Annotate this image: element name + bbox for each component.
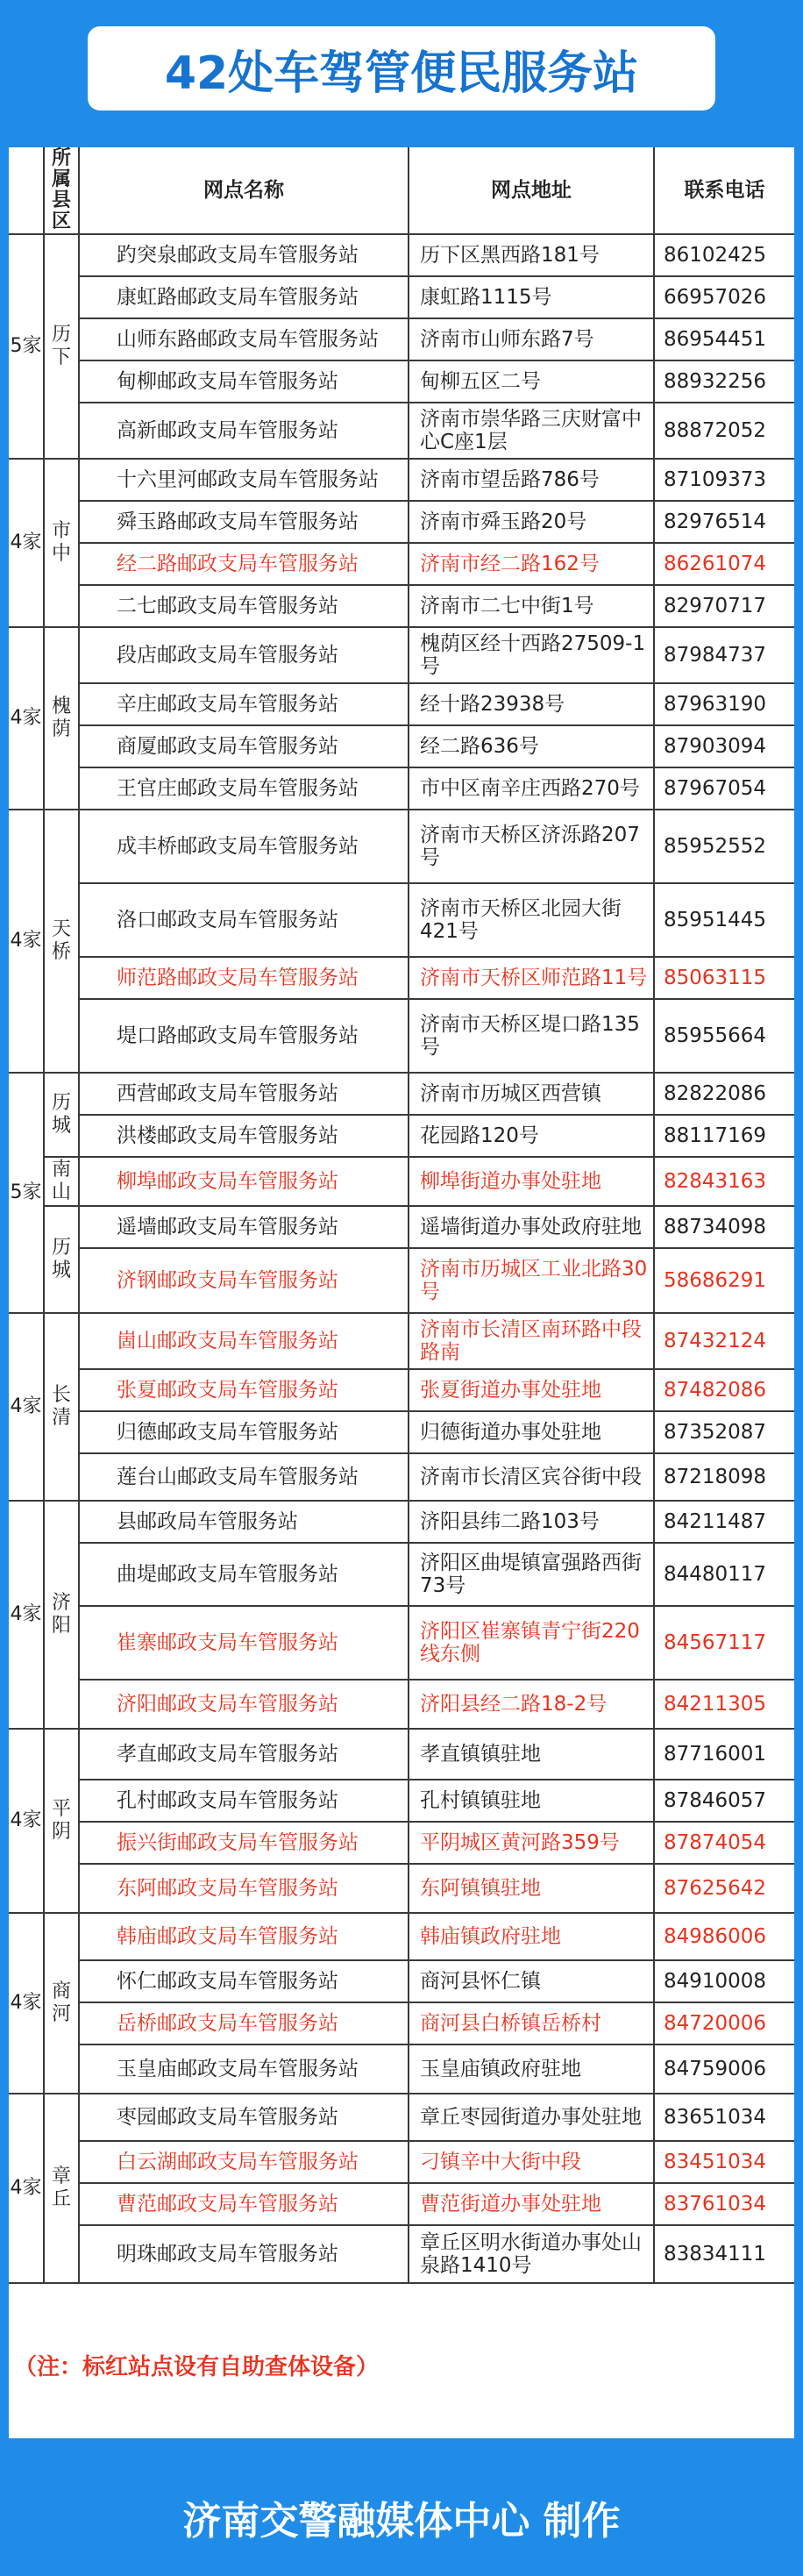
station-name: 济钢邮政支局车管服务站 <box>79 1248 409 1313</box>
table-row <box>9 2044 794 2094</box>
table-row <box>9 1913 794 1960</box>
station-address: 济南市天桥区济泺路207号 <box>409 810 654 883</box>
station-name: 西营邮政支局车管服务站 <box>79 1073 409 1115</box>
station-phone: 83761034 <box>654 2183 794 2225</box>
station-address: 槐荫区经十西路27509-1号 <box>409 627 654 683</box>
district-cell: 天桥 <box>44 810 79 1073</box>
station-name: 洛口邮政支局车管服务站 <box>79 883 409 957</box>
station-phone: 66957026 <box>654 276 794 318</box>
footnote: （注：标红站点设有自助查体设备） <box>14 2354 380 2380</box>
station-name: 甸柳邮政支局车管服务站 <box>79 360 409 403</box>
station-phone: 58686291 <box>654 1248 794 1313</box>
district-cell: 平阴 <box>44 1729 79 1913</box>
table-row <box>9 957 794 999</box>
station-address: 孔村镇镇驻地 <box>409 1780 654 1822</box>
station-phone: 87967054 <box>654 767 794 810</box>
station-phone: 87109373 <box>654 459 794 501</box>
station-phone: 87625642 <box>654 1864 794 1913</box>
station-name: 岳桥邮政支局车管服务站 <box>79 2002 409 2044</box>
station-name: 成丰桥邮政支局车管服务站 <box>79 810 409 883</box>
station-phone: 87846057 <box>654 1780 794 1822</box>
table-row <box>9 1411 794 1453</box>
district-header: 所属县区 <box>44 147 79 234</box>
table-row <box>9 627 794 683</box>
table-row <box>9 1543 794 1606</box>
station-name: 师范路邮政支局车管服务站 <box>79 957 409 999</box>
table-row <box>9 1206 794 1248</box>
station-address: 平阴城区黄河路359号 <box>409 1822 654 1864</box>
station-phone: 88932256 <box>654 360 794 403</box>
station-name: 山师东路邮政支局车管服务站 <box>79 318 409 360</box>
station-address: 济南市经二路162号 <box>409 543 654 585</box>
station-phone: 88872052 <box>654 403 794 459</box>
table-row <box>9 318 794 360</box>
district-cell: 历下 <box>44 234 79 459</box>
station-address: 刁镇辛中大街中段 <box>409 2141 654 2183</box>
table-row <box>9 2225 794 2283</box>
station-name: 怀仁邮政支局车管服务站 <box>79 1960 409 2002</box>
station-phone: 85951445 <box>654 883 794 957</box>
station-name: 明珠邮政支局车管服务站 <box>79 2225 409 2283</box>
station-phone: 87984737 <box>654 627 794 683</box>
station-address: 济南市舜玉路20号 <box>409 501 654 543</box>
phone-header: 联系电话 <box>654 147 794 234</box>
district-cell: 长清 <box>44 1313 79 1501</box>
group-count: 5家 <box>9 234 44 459</box>
station-address: 商河县白桥镇岳桥村 <box>409 2002 654 2044</box>
station-name: 洪楼邮政支局车管服务站 <box>79 1115 409 1157</box>
station-address: 济阳县经二路18-2号 <box>409 1680 654 1729</box>
table-row <box>9 501 794 543</box>
station-phone: 83451034 <box>654 2141 794 2183</box>
district-cell: 济阳 <box>44 1501 79 1729</box>
station-phone: 85952552 <box>654 810 794 883</box>
table-row <box>9 234 794 276</box>
station-phone: 84986006 <box>654 1913 794 1960</box>
station-phone: 84759006 <box>654 2044 794 2094</box>
station-phone: 82822086 <box>654 1073 794 1115</box>
station-name: 县邮政局车管服务站 <box>79 1501 409 1543</box>
station-phone: 87716001 <box>654 1729 794 1780</box>
table-row <box>9 1780 794 1822</box>
station-name: 堤口路邮政支局车管服务站 <box>79 999 409 1073</box>
station-address: 韩庙镇政府驻地 <box>409 1913 654 1960</box>
station-phone: 85955664 <box>654 999 794 1073</box>
station-address: 经二路636号 <box>409 725 654 767</box>
station-name: 崮山邮政支局车管服务站 <box>79 1313 409 1369</box>
station-name: 玉皇庙邮政支局车管服务站 <box>79 2044 409 2094</box>
station-name: 孔村邮政支局车管服务站 <box>79 1780 409 1822</box>
group-count: 4家 <box>9 1501 44 1729</box>
table-row <box>9 767 794 810</box>
station-address: 东阿镇镇驻地 <box>409 1864 654 1913</box>
group-count: 4家 <box>9 459 44 627</box>
station-address: 济阳区曲堤镇富强路西街73号 <box>409 1543 654 1606</box>
table-row <box>9 810 794 883</box>
station-name: 曹范邮政支局车管服务站 <box>79 2183 409 2225</box>
district-cell: 市中 <box>44 459 79 627</box>
table-row <box>9 1729 794 1780</box>
station-name: 振兴街邮政支局车管服务站 <box>79 1822 409 1864</box>
table-row <box>9 543 794 585</box>
station-name: 舜玉路邮政支局车管服务站 <box>79 501 409 543</box>
station-phone: 84720006 <box>654 2002 794 2044</box>
table-row <box>9 360 794 403</box>
station-phone: 84567117 <box>654 1606 794 1680</box>
group-count: 4家 <box>9 810 44 1073</box>
station-address: 济南市历城区工业北路30号 <box>409 1248 654 1313</box>
station-name: 东阿邮政支局车管服务站 <box>79 1864 409 1913</box>
station-name: 段店邮政支局车管服务站 <box>79 627 409 683</box>
station-phone: 87218098 <box>654 1453 794 1501</box>
station-phone: 83834111 <box>654 2225 794 2283</box>
station-address: 济南市山师东路7号 <box>409 318 654 360</box>
station-phone: 84211305 <box>654 1680 794 1729</box>
station-name: 枣园邮政支局车管服务站 <box>79 2094 409 2141</box>
station-name: 二七邮政支局车管服务站 <box>79 585 409 627</box>
station-address: 经十路23938号 <box>409 683 654 725</box>
service-station-table <box>9 147 794 2284</box>
table-row <box>9 1073 794 1115</box>
district-cell: 槐荫 <box>44 627 79 810</box>
district-cell: 历城 <box>44 1206 79 1313</box>
district-cell: 南山 <box>44 1157 79 1206</box>
station-phone: 84480117 <box>654 1543 794 1606</box>
station-address: 柳埠街道办事处驻地 <box>409 1157 654 1206</box>
station-phone: 87352087 <box>654 1411 794 1453</box>
station-name: 商厦邮政支局车管服务站 <box>79 725 409 767</box>
station-address: 甸柳五区二号 <box>409 360 654 403</box>
station-phone: 87482086 <box>654 1369 794 1411</box>
station-phone: 86261074 <box>654 543 794 585</box>
service-station-sheet <box>9 147 794 2438</box>
station-name: 王官庄邮政支局车管服务站 <box>79 767 409 810</box>
station-phone: 87432124 <box>654 1313 794 1369</box>
district-cell: 章丘 <box>44 2094 79 2283</box>
table-row <box>9 1313 794 1369</box>
station-phone: 83651034 <box>654 2094 794 2141</box>
group-count: 4家 <box>9 2094 44 2283</box>
group-count: 4家 <box>9 1729 44 1913</box>
station-name: 孝直邮政支局车管服务站 <box>79 1729 409 1780</box>
station-phone: 82843163 <box>654 1157 794 1206</box>
station-name: 柳埠邮政支局车管服务站 <box>79 1157 409 1206</box>
station-name: 张夏邮政支局车管服务站 <box>79 1369 409 1411</box>
station-name: 白云湖邮政支局车管服务站 <box>79 2141 409 2183</box>
table-row <box>9 1248 794 1313</box>
station-address: 商河县怀仁镇 <box>409 1960 654 2002</box>
station-address: 济阳县纬二路103号 <box>409 1501 654 1543</box>
table-row <box>9 276 794 318</box>
district-cell: 历城 <box>44 1073 79 1157</box>
station-name: 莲台山邮政支局车管服务站 <box>79 1453 409 1501</box>
station-address: 济南市二七中街1号 <box>409 585 654 627</box>
address-header: 网点地址 <box>409 147 654 234</box>
station-address: 济南市望岳路786号 <box>409 459 654 501</box>
station-name: 遥墙邮政支局车管服务站 <box>79 1206 409 1248</box>
page-title: 42处车驾管便民服务站 <box>164 46 639 100</box>
station-phone: 88734098 <box>654 1206 794 1248</box>
table-row <box>9 1680 794 1729</box>
station-name: 辛庄邮政支局车管服务站 <box>79 683 409 725</box>
footer-credit: 济南交警融媒体中心 制作 <box>182 2499 621 2544</box>
station-phone: 87963190 <box>654 683 794 725</box>
table-row <box>9 883 794 957</box>
station-phone: 82976514 <box>654 501 794 543</box>
station-name: 归德邮政支局车管服务站 <box>79 1411 409 1453</box>
table-header-row <box>9 147 794 234</box>
station-address: 济南市长清区宾谷街中段 <box>409 1453 654 1501</box>
table-row <box>9 2141 794 2183</box>
station-phone: 84211487 <box>654 1501 794 1543</box>
station-address: 章丘枣园街道办事处驻地 <box>409 2094 654 2141</box>
station-address: 济南市天桥区堤口路135号 <box>409 999 654 1073</box>
station-address: 济南市长清区南环路中段路南 <box>409 1313 654 1369</box>
station-address: 济阳区崔寨镇青宁街220线东侧 <box>409 1606 654 1680</box>
station-address: 康虹路1115号 <box>409 276 654 318</box>
station-phone: 87903094 <box>654 725 794 767</box>
station-phone: 85063115 <box>654 957 794 999</box>
group-count: 5家 <box>9 1073 44 1313</box>
table-row <box>9 1960 794 2002</box>
table-row <box>9 1453 794 1501</box>
district-cell: 商河 <box>44 1913 79 2094</box>
table-row <box>9 725 794 767</box>
title-banner <box>88 26 715 111</box>
station-address: 孝直镇镇驻地 <box>409 1729 654 1780</box>
table-body <box>9 234 794 2283</box>
table-row <box>9 459 794 501</box>
table-row <box>9 683 794 725</box>
station-address: 济南市崇华路三庆财富中心C座1层 <box>409 403 654 459</box>
group-count: 4家 <box>9 627 44 810</box>
station-name: 曲堤邮政支局车管服务站 <box>79 1543 409 1606</box>
station-phone: 87874054 <box>654 1822 794 1864</box>
station-address: 章丘区明水街道办事处山泉路1410号 <box>409 2225 654 2283</box>
station-phone: 86102425 <box>654 234 794 276</box>
station-address: 济南市天桥区北园大街421号 <box>409 883 654 957</box>
station-address: 济南市历城区西营镇 <box>409 1073 654 1115</box>
station-address: 曹范街道办事处驻地 <box>409 2183 654 2225</box>
station-address: 张夏街道办事处驻地 <box>409 1369 654 1411</box>
table-row <box>9 403 794 459</box>
table-row <box>9 1157 794 1206</box>
station-name: 经二路邮政支局车管服务站 <box>79 543 409 585</box>
table-row <box>9 585 794 627</box>
station-name: 济阳邮政支局车管服务站 <box>79 1680 409 1729</box>
station-name: 高新邮政支局车管服务站 <box>79 403 409 459</box>
group-count: 4家 <box>9 1313 44 1501</box>
station-address: 历下区黑西路181号 <box>409 234 654 276</box>
table-row <box>9 1864 794 1913</box>
table-row <box>9 1501 794 1543</box>
table-row <box>9 2183 794 2225</box>
station-address: 玉皇庙镇政府驻地 <box>409 2044 654 2094</box>
station-phone: 88117169 <box>654 1115 794 1157</box>
station-phone: 86954451 <box>654 318 794 360</box>
count-header <box>9 147 44 234</box>
station-name: 十六里河邮政支局车管服务站 <box>79 459 409 501</box>
table-row <box>9 2094 794 2141</box>
station-name: 韩庙邮政支局车管服务站 <box>79 1913 409 1960</box>
table-row <box>9 1822 794 1864</box>
station-name: 趵突泉邮政支局车管服务站 <box>79 234 409 276</box>
table-row <box>9 1606 794 1680</box>
table-row <box>9 1369 794 1411</box>
station-address: 归德街道办事处驻地 <box>409 1411 654 1453</box>
station-phone: 84910008 <box>654 1960 794 2002</box>
station-name: 崔寨邮政支局车管服务站 <box>79 1606 409 1680</box>
station-phone: 82970717 <box>654 585 794 627</box>
station-name: 康虹路邮政支局车管服务站 <box>79 276 409 318</box>
station-address: 市中区南辛庄西路270号 <box>409 767 654 810</box>
station-address: 遥墙街道办事处政府驻地 <box>409 1206 654 1248</box>
table-row <box>9 2002 794 2044</box>
group-count: 4家 <box>9 1913 44 2094</box>
table-row <box>9 999 794 1073</box>
station-address: 济南市天桥区师范路11号 <box>409 957 654 999</box>
table-row <box>9 1115 794 1157</box>
name-header: 网点名称 <box>79 147 409 234</box>
station-address: 花园路120号 <box>409 1115 654 1157</box>
